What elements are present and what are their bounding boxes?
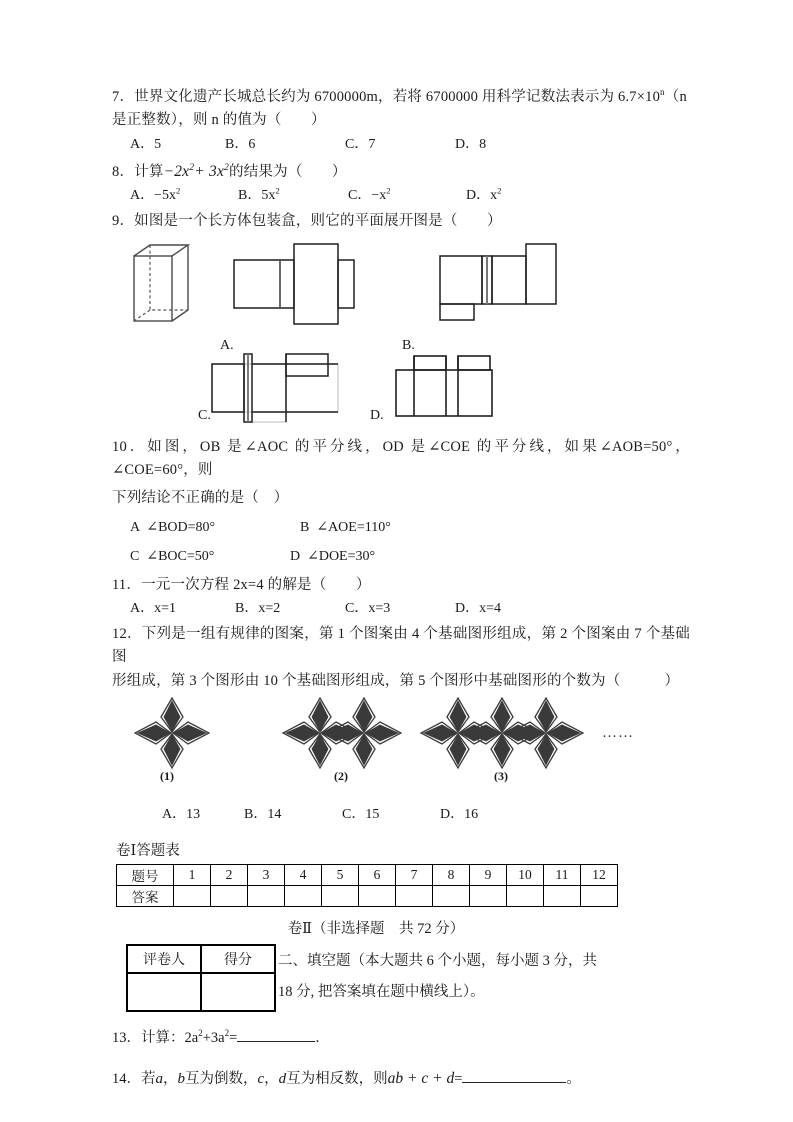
- answer-table-number-row: [117, 865, 618, 886]
- net-option-b-figure: [438, 242, 598, 337]
- question-7-option-a[interactable]: A．5: [130, 136, 162, 152]
- figure-label-c: C.: [198, 407, 211, 423]
- answer-cell-2[interactable]: [211, 886, 248, 907]
- question-8-number: 8．: [112, 163, 135, 180]
- question-11: [112, 574, 690, 621]
- question-8-expr-a-sup: 2: [189, 161, 195, 173]
- rectangular-box-3d-figure: [120, 242, 200, 337]
- figure-label-a: A.: [220, 337, 234, 353]
- question-8-stem-prefix: 计算: [134, 163, 164, 180]
- answer-cell-4[interactable]: [285, 886, 322, 907]
- question-7-exponent: n: [660, 87, 665, 98]
- answer-cell-7[interactable]: [396, 886, 433, 907]
- figure-label-d: D.: [370, 407, 384, 423]
- question-9-number: 9．: [112, 213, 135, 230]
- net-option-c-figure: [208, 352, 378, 430]
- pattern-number-3: (3): [494, 769, 508, 784]
- answer-cell-6[interactable]: [359, 886, 396, 907]
- question-14-answer-blank[interactable]: [462, 1082, 566, 1083]
- question-13-equals: =: [229, 1030, 238, 1047]
- question-10-stem-line1: [112, 436, 690, 483]
- question-14-equals: =: [454, 1071, 463, 1088]
- fill-blank-section-description: [278, 946, 678, 1007]
- question-14: [112, 1063, 690, 1094]
- question-14-number: 14．: [112, 1071, 141, 1088]
- question-12-number: 12．: [112, 626, 142, 642]
- fill-blank-desc-line1: 二、填空题（本大题共 6 个小题，每小题 3 分，共: [278, 953, 597, 970]
- grade-table-header-row: [127, 945, 275, 973]
- question-9-stem: [112, 210, 690, 233]
- answer-cell-11[interactable]: [544, 886, 581, 907]
- answer-table-q12: 12: [581, 865, 618, 886]
- question-10-options-row2: [112, 542, 690, 571]
- grade-table-header-grader: 评卷人: [127, 945, 201, 973]
- question-8-option-b[interactable]: B．$5x^2$: [238, 185, 280, 204]
- net-option-a-figure: [232, 242, 392, 337]
- question-10-option-c[interactable]: C ∠BOC=50°: [130, 549, 215, 565]
- question-8-expr-b-sup: 2: [224, 161, 230, 173]
- question-8-expr-op: + 3x: [194, 162, 225, 180]
- question-8-expr-a: −2x: [163, 162, 190, 180]
- question-7-options: [112, 133, 690, 157]
- fill-blank-desc-line2: 18 分, 把答案填在题中横线上）。: [278, 983, 485, 1000]
- question-10-stem-line2: 下列结论不正确的是（ ）: [112, 489, 289, 506]
- paper2-title: 卷Ⅱ（非选择题 共 72 分）: [287, 921, 465, 938]
- answer-table-q6: 6: [359, 865, 396, 886]
- question-14-var-b: b: [177, 1071, 185, 1088]
- figure-label-b: B.: [402, 337, 415, 353]
- question-11-number: 11．: [112, 576, 142, 593]
- question-14-var-d: d: [278, 1071, 287, 1088]
- answer-table-q1: 1: [174, 865, 211, 886]
- question-7-stem: [112, 86, 690, 109]
- question-11-stem: [112, 574, 690, 597]
- answer-cell-1[interactable]: [174, 886, 211, 907]
- question-7-stem-line1-tail: （n: [664, 89, 687, 105]
- question-9-stem-text: 如图是一个长方体包装盒，则它的平面展开图是（ ）: [134, 213, 502, 230]
- pattern-number-2: (2): [334, 769, 348, 784]
- question-14-text1: 若: [141, 1071, 156, 1088]
- question-7-option-b[interactable]: B．6: [225, 136, 256, 152]
- question-8-option-a[interactable]: A．$-5x^2$: [130, 185, 181, 204]
- question-9: [112, 210, 690, 433]
- answer-table-title: 卷Ⅰ答题表: [116, 843, 180, 860]
- question-13-sup1: 2: [198, 1028, 203, 1039]
- question-8-stem-suffix: 的结果为（ ）: [229, 163, 347, 180]
- answer-table-q2: 2: [211, 865, 248, 886]
- question-8-option-d[interactable]: D．$x^2$: [466, 185, 502, 204]
- answer-cell-5[interactable]: [322, 886, 359, 907]
- question-13-prefix: 计算：2a: [141, 1030, 199, 1047]
- pattern-ellipsis: ……: [602, 725, 634, 742]
- question-13-period: ．: [315, 1030, 330, 1047]
- answer-table: [116, 864, 618, 907]
- question-14-var-a: a: [155, 1071, 163, 1088]
- question-12-option-d[interactable]: D．16: [440, 807, 479, 823]
- question-7: [112, 86, 690, 157]
- question-12-stem-line2: 形组成，第 3 个图形由 10 个基础图形组成，第 5 个图形中基础图形的个数为（ ）: [112, 672, 680, 689]
- answer-table-q10: 10: [507, 865, 544, 886]
- answer-cell-10[interactable]: [507, 886, 544, 907]
- question-14-expression: ab + c + d: [387, 1070, 455, 1088]
- grade-table-header-score: 得分: [201, 945, 275, 973]
- question-12-option-b[interactable]: B．14: [244, 807, 282, 823]
- question-14-text4: ，: [264, 1071, 279, 1088]
- question-11-options: [112, 597, 690, 621]
- question-12-options: [112, 803, 690, 827]
- answer-table-q9: 9: [470, 865, 507, 886]
- question-13-sup2: 2: [224, 1028, 230, 1039]
- answer-table-answer-row: [117, 886, 618, 907]
- question-10-options-row1: [112, 513, 690, 542]
- question-12-option-c[interactable]: C．15: [342, 807, 380, 823]
- question-14-var-c: c: [257, 1071, 265, 1088]
- question-8-options: [112, 184, 690, 208]
- question-7-option-d[interactable]: D．8: [455, 136, 487, 152]
- question-12-stem-text1: 下列是一组有规律的图案，第 1 个图案由 4 个基础图形组成，第 2 个图案由 7 个基础图: [112, 626, 690, 666]
- question-7-stem-line1: 世界文化遗产长城总长约为 6700000m，若将 6700000 用科学记数法表示为 6.7×10: [134, 89, 661, 105]
- answer-cell-8[interactable]: [433, 886, 470, 907]
- answer-cell-9[interactable]: [470, 886, 507, 907]
- question-7-number: 7．: [112, 89, 135, 105]
- question-11-option-d[interactable]: D．x=4: [455, 601, 502, 617]
- question-8-option-c[interactable]: C．$-x^2$: [348, 185, 391, 204]
- question-8-expression: [164, 163, 229, 180]
- answer-table-row-header-number: 题号: [117, 865, 174, 886]
- answer-table-q8: 8: [433, 865, 470, 886]
- question-14-text5: 互为相反数，则: [286, 1071, 388, 1088]
- question-12-option-a[interactable]: A．13: [162, 807, 201, 823]
- question-11-option-a[interactable]: A．x=1: [130, 601, 177, 617]
- question-12: [112, 623, 690, 827]
- answer-cell-12[interactable]: [581, 886, 618, 907]
- question-10-number: 10．: [112, 438, 148, 455]
- grade-table-value-row: [127, 973, 275, 1011]
- question-7-stem-line2: 是正整数），则 n 的值为（ ）: [112, 112, 326, 129]
- question-13-mid: +3a: [202, 1030, 225, 1047]
- question-7-option-c[interactable]: C．7: [345, 136, 376, 152]
- answer-table-q5: 5: [322, 865, 359, 886]
- pattern-number-1: (1): [160, 769, 174, 784]
- answer-table-q3: 3: [248, 865, 285, 886]
- question-11-stem-text: 一元一次方程 2x=4 的解是（ ）: [141, 576, 371, 593]
- question-13-number: 13．: [112, 1030, 141, 1047]
- grade-table: [126, 944, 276, 1012]
- question-14-text2: ，: [163, 1071, 178, 1088]
- question-14-period: 。: [566, 1071, 581, 1088]
- answer-cell-3[interactable]: [248, 886, 285, 907]
- question-10-stem-text1: 如图，OB 是∠AOC 的平分线，OD 是∠COE 的平分线，如果∠AOB=50°，∠COE=60°，则: [112, 438, 690, 479]
- question-10-option-a[interactable]: A ∠BOD=80°: [130, 519, 216, 535]
- question-9-figures: [112, 238, 690, 434]
- answer-table-q7: 7: [396, 865, 433, 886]
- diamond-pattern-2-figure: [272, 697, 412, 771]
- diamond-pattern-3-figure: [412, 697, 592, 771]
- question-10-option-d[interactable]: D ∠DOE=30°: [290, 549, 376, 565]
- question-12-stem-line1: [112, 623, 690, 670]
- answer-table-q11: 11: [544, 865, 581, 886]
- grade-section: [112, 944, 690, 1018]
- grade-table-value-score[interactable]: [201, 973, 275, 1011]
- answer-table-row-header-answer: 答案: [117, 886, 174, 907]
- question-10-option-b[interactable]: B ∠AOE=110°: [300, 519, 391, 535]
- net-option-d-figure: [392, 352, 542, 430]
- grade-table-value-grader[interactable]: [127, 973, 201, 1011]
- question-10: [112, 436, 690, 572]
- question-13-answer-blank[interactable]: [237, 1041, 315, 1042]
- question-12-figures: [112, 693, 690, 803]
- question-14-text3: 互为倒数，: [185, 1071, 258, 1088]
- question-11-option-c[interactable]: C．x=3: [345, 601, 391, 617]
- question-11-option-b[interactable]: B．x=2: [235, 601, 281, 617]
- page-content: [112, 86, 690, 1094]
- diamond-pattern-1-figure: [126, 697, 218, 771]
- question-13: [112, 1024, 690, 1053]
- question-8: [112, 159, 690, 208]
- answer-table-q4: 4: [285, 865, 322, 886]
- question-8-stem: [112, 159, 690, 184]
